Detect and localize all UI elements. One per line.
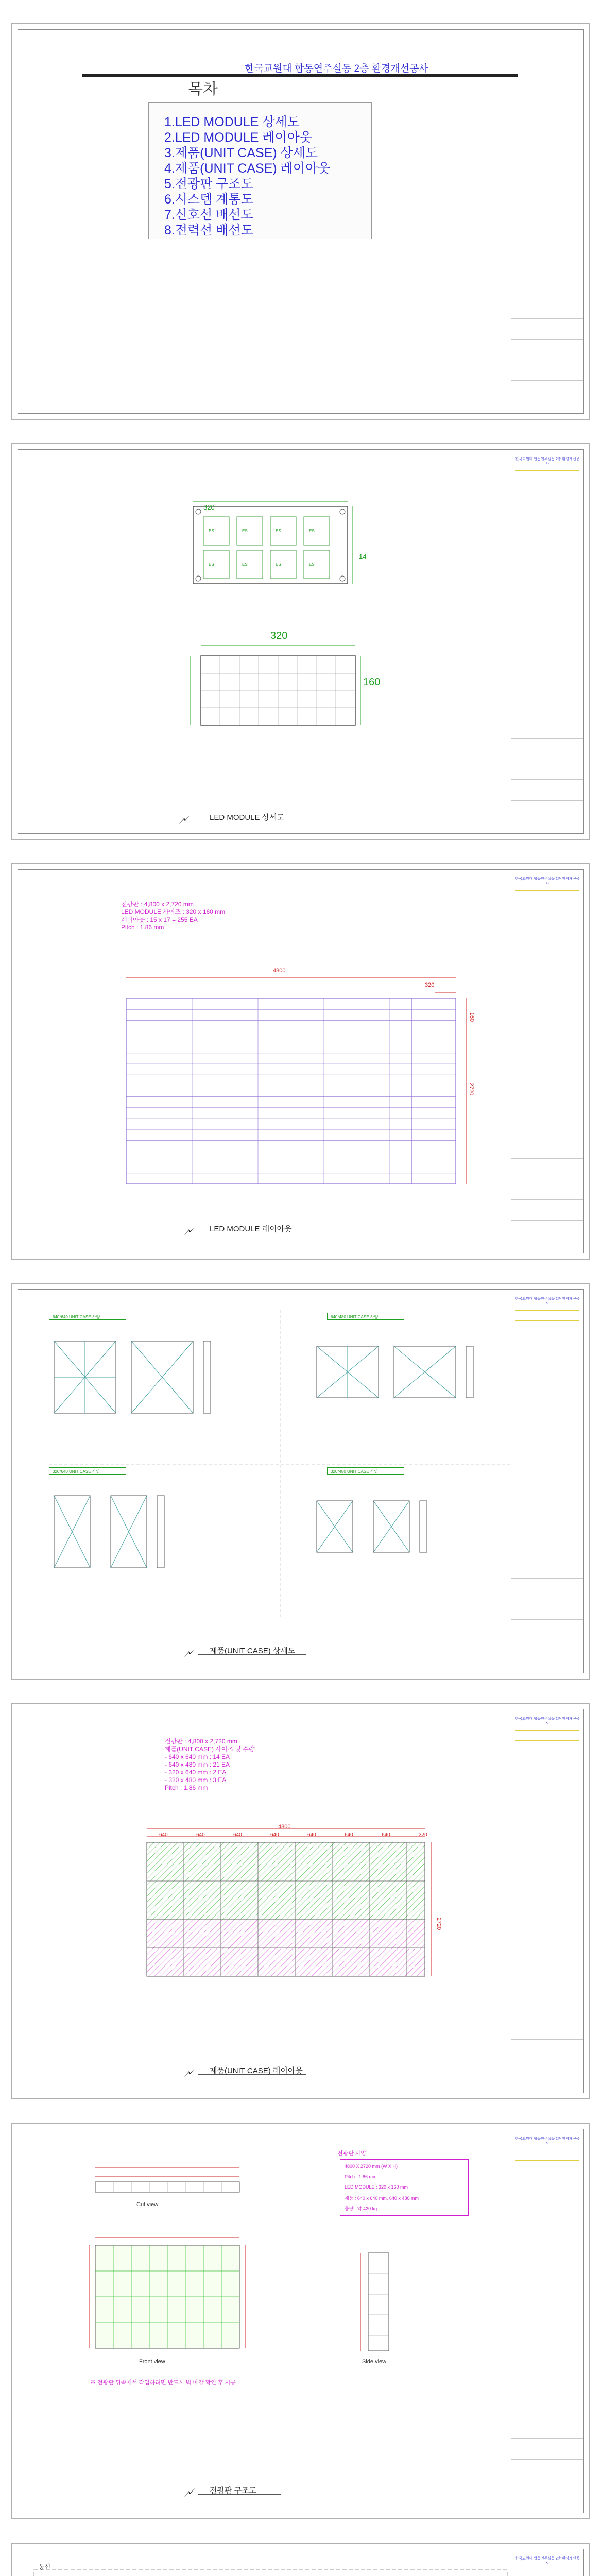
toc-title: 목차 [188,81,218,98]
module-top-view [188,501,358,594]
dim-total-height: 2720 [468,1082,475,1096]
sheet-frame [18,449,584,834]
svg-text:ES: ES [309,529,315,533]
panel-label-box: 640*480 UNIT CASE 사양 [327,1313,404,1320]
panel-label-box: 320*480 UNIT CASE 사양 [327,1467,404,1475]
title-block [511,2549,583,2576]
front-view-label: Front view [139,2359,165,2365]
title-block-organization: 한국교원대 합동연주실동 2층 환경개선공사 [515,1717,580,1725]
dim-segment: 640 [307,1832,316,1838]
dim-total-width: 4800 [273,968,286,974]
unit-320x480-drawing [317,1496,487,1578]
drawing-mark-icon [183,1225,196,1236]
title-block [511,30,583,413]
dim-module-width: 320 [203,503,215,511]
title-block [511,2129,583,2513]
sheet-unit-layout [11,1703,590,2099]
title-block-organization: 한국교원대 합동연주실동 2층 환경개선공사 [515,877,580,886]
dim-module-width: 320 [425,982,435,988]
toc-list [148,102,372,239]
dim-module-height: 160 [469,1012,475,1022]
title-block [511,1290,583,1673]
drawing-caption: 제품(UNIT CASE) 레이아웃 [210,2066,303,2075]
dim-module-side: 14 [359,553,367,561]
dim-total-width: 4800 [278,1824,291,1830]
cut-view-label: Cut view [136,2201,159,2208]
toc-item[interactable]: 3.제품(UNIT CASE) 상세도 [164,146,318,160]
toc-item[interactable]: 2.LED MODULE 레이아웃 [164,130,312,145]
title-block [511,870,583,1253]
sheet-structure [11,2123,590,2519]
layout-notes: 전광판 : 4,800 x 2,720 mm LED MODULE 사이즈 : 320 x 160 mm 레이아웃 : 15 x 17 = 255 EA Pitch : 1.86 mm [121,901,226,931]
sheet-frame [18,2129,584,2513]
toc-item[interactable]: 7.신호선 배선도 [164,208,253,222]
svg-text:ES: ES [209,562,214,567]
spec-table: 4800 X 2720 mm (W X H) Pitch : 1.86 mm LED MODULE : 320 x 160 mm 제품 : 640 x 640 mm, 640 x 480 mm 중량 : 약 420 kg [340,2159,469,2216]
title-block [511,450,583,833]
dim-segment: 640 [270,1832,279,1838]
svg-text:ES: ES [276,562,281,567]
title-rule [82,74,518,77]
unit-320x640-drawing [54,1490,224,1583]
title-block-organization: 한국교원대 합동연주실동 2층 환경개선공사 [515,2137,580,2145]
layout-notes: 전광판 : 4,800 x 2,720 mm 제품(UNIT CASE) 사이즈 및 수량 - 640 x 640 mm : 14 EA - 640 x 480 mm : 21 EA - 320 x 640 mm : 2 EA - 320 x 480 mm : 3 EA Pitch : 1.86 mm [165,1738,255,1791]
unit-640x480-drawing [317,1341,487,1423]
title-block-organization: 한국교원대 합동연주실동 2층 환경개선공사 [515,457,580,466]
panel-label-box: 640*640 UNIT CASE 사양 [49,1313,126,1320]
room-label: 통신 [39,2563,51,2570]
sheet-frame [18,1289,584,1673]
dim-segment: 640 [196,1832,205,1838]
sheet-frame [18,869,584,1253]
drawing-mark-icon [183,2487,196,2498]
project-title: 한국교원대 합동연주실동 2층 환경개선공사 [245,63,428,74]
toc-item[interactable]: 6.시스템 계통도 [164,192,253,207]
sheet-unit-detail [11,1283,590,1680]
drawing-mark-icon [178,814,191,825]
drawing-mark-icon [183,1647,196,1658]
title-block-organization: 한국교원대 합동연주실동 2층 환경개선공사 [515,2557,580,2565]
system-diagram [33,2570,512,2576]
sheet-frame [18,1709,584,2093]
drawing-caption: LED MODULE 레이아웃 [210,1225,292,1233]
cut-view-drawing [95,2165,250,2201]
toc-item[interactable]: 8.전력선 배선도 [164,223,253,238]
dim-segment: 320 [419,1832,427,1838]
panel-label-box: 320*640 UNIT CASE 사양 [49,1467,126,1475]
drawing-mark-icon [183,2067,196,2078]
title-block [511,1709,583,2093]
unit-640x640-drawing [54,1336,224,1429]
toc-item[interactable]: 4.제품(UNIT CASE) 레이아웃 [164,161,331,176]
sheet-frame [18,2549,584,2576]
dim-front-height: 160 [363,676,381,688]
dim-total-height: 2720 [436,1917,442,1930]
side-view-drawing [353,2248,404,2356]
module-grid [126,978,476,1194]
side-view-label: Side view [362,2359,387,2365]
drawing-caption: 제품(UNIT CASE) 상세도 [210,1647,296,1655]
svg-text:ES: ES [209,529,214,533]
toc-item[interactable]: 5.전광판 구조도 [164,177,253,191]
title-block-organization: 한국교원대 합동연주실동 2층 환경개선공사 [515,1297,580,1306]
dim-segment: 640 [233,1832,242,1838]
sheet-system [11,2543,590,2576]
svg-text:ES: ES [309,562,315,567]
svg-text:ES: ES [242,562,248,567]
dim-segment: 640 [159,1832,168,1838]
unit-layout-grid [147,1832,435,1992]
svg-text:ES: ES [242,529,248,533]
module-front-view [201,646,355,728]
dim-segment: 640 [345,1832,353,1838]
dim-segment: 640 [382,1832,390,1838]
svg-text:ES: ES [276,529,281,533]
front-view-drawing [85,2238,250,2356]
dim-front-width: 320 [270,630,288,641]
spec-title: 전광판 사양 [337,2150,367,2157]
sheet-toc [11,23,590,420]
sheet-frame [18,29,584,414]
drawing-caption: 전광판 구조도 [210,2486,257,2495]
module-grid-outline [126,998,456,1184]
sheet-module-layout [11,863,590,1260]
drawing-caption: LED MODULE 상세도 [210,813,285,822]
toc-item[interactable]: 1.LED MODULE 상세도 [164,115,300,129]
installation-warning: ※ 전광판 뒤쪽에서 작업하려면 반드시 벽 마감 확인 후 시공 [90,2380,236,2386]
sheet-module-detail [11,443,590,840]
